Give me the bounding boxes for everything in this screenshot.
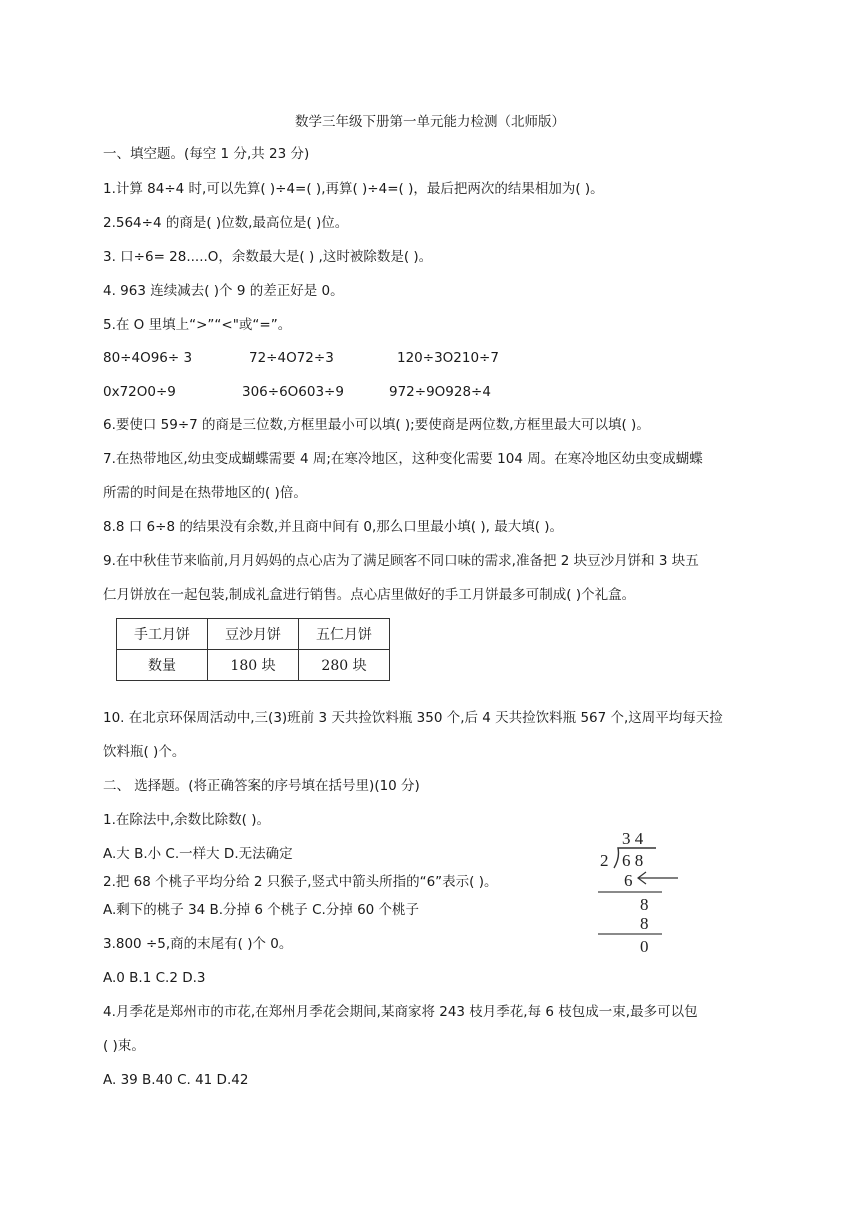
compare-item-4: 0x72O0÷9 (103, 384, 176, 400)
question-1-7-line-1: 7.在热带地区,幼虫变成蝴蝶需要 4 周;在寒冷地区，这种变化需要 104 周。在寒冷地区幼虫变成蝴蝶 (103, 451, 703, 467)
table-cell: 豆沙月饼 (208, 619, 299, 650)
table-cell: 180 块 (208, 650, 299, 681)
question-2-4-line-2: ( )束。 (103, 1038, 145, 1054)
step-1-product: 6 (624, 871, 633, 890)
question-1-5: 5.在 O 里填上“>”“<"或“=”。 (103, 317, 292, 333)
question-2-1-options: A.大 B.小 C.一样大 D.无法确定 (103, 846, 293, 862)
table-cell: 手工月饼 (117, 619, 208, 650)
dividend: 6 8 (622, 851, 644, 870)
question-1-4: 4. 963 连续减去( )个 9 的差正好是 0。 (103, 283, 344, 299)
compare-item-6: 972÷9O928÷4 (389, 384, 491, 400)
question-2-3: 3.800 ÷5,商的末尾有( )个 0。 (103, 936, 293, 952)
table-row (117, 650, 390, 681)
compare-item-3: 120÷3O210÷7 (397, 350, 499, 366)
question-1-1: 1.计算 84÷4 时,可以先算( )÷4=( ),再算( )÷4=( )，最后把两次的结果相加为( )。 (103, 181, 604, 197)
mooncake-table (116, 618, 390, 681)
compare-item-1: 80÷4O96÷ 3 (103, 350, 193, 366)
quotient: 3 4 (622, 829, 644, 848)
long-division-figure (590, 826, 690, 956)
question-2-2: 2.把 68 个桃子平均分给 2 只猴子,竖式中箭头所指的“6”表示( )。 (103, 874, 498, 890)
question-2-1: 1.在除法中,余数比除数( )。 (103, 812, 270, 828)
question-1-3: 3. 口÷6= 28.....O，余数最大是( ) ,这时被除数是( )。 (103, 249, 433, 265)
question-1-6: 6.要使口 59÷7 的商是三位数,方框里最小可以填( );要使商是两位数,方框里最大可以填( )。 (103, 417, 650, 433)
question-1-10-line-1: 10. 在北京环保周活动中,三(3)班前 3 天共捡饮料瓶 350 个,后 4 天共捡饮料瓶 567 个,这周平均每天捡 (103, 710, 723, 726)
divisor: 2 (600, 851, 609, 870)
question-2-4-options: A. 39 B.40 C. 41 D.42 (103, 1072, 249, 1088)
question-2-4-line-1: 4.月季花是郑州市的市花,在郑州月季花会期间,某商家将 243 枝月季花,每 6 枝包成一束,最多可以包 (103, 1004, 698, 1020)
table-cell: 五仁月饼 (299, 619, 390, 650)
table-cell: 数量 (117, 650, 208, 681)
question-1-9-line-1: 9.在中秋佳节来临前,月月妈妈的点心店为了满足顾客不同口味的需求,准备把 2 块豆沙月饼和 3 块五 (103, 553, 699, 569)
section-2-heading: 二、 选择题。(将正确答案的序号填在括号里)(10 分) (103, 778, 420, 794)
question-1-8: 8.8 口 6÷8 的结果没有余数,并且商中间有 0,那么口里最小填( ), 最大填( )。 (103, 519, 564, 535)
page-title: 数学三年级下册第一单元能力检测（北师版） (295, 114, 565, 130)
step-2-dividend: 8 (640, 895, 649, 914)
question-2-2-options: A.剩下的桃子 34 B.分掉 6 个桃子 C.分掉 60 个桃子 (103, 902, 420, 918)
table-header-row (117, 619, 390, 650)
step-2-product: 8 (640, 914, 649, 933)
table-cell: 280 块 (299, 650, 390, 681)
remainder: 0 (640, 937, 649, 956)
question-1-10-line-2: 饮料瓶( )个。 (103, 744, 186, 760)
question-1-9-line-2: 仁月饼放在一起包装,制成礼盒进行销售。点心店里做好的手工月饼最多可制成( )个礼盒。 (103, 587, 636, 603)
section-1-heading: 一、填空题。(每空 1 分,共 23 分) (103, 146, 310, 162)
compare-item-5: 306÷6O603÷9 (242, 384, 344, 400)
question-1-2: 2.564÷4 的商是( )位数,最高位是( )位。 (103, 215, 349, 231)
question-1-7-line-2: 所需的时间是在热带地区的( )倍。 (103, 485, 307, 501)
compare-item-2: 72÷4O72÷3 (249, 350, 334, 366)
question-2-3-options: A.0 B.1 C.2 D.3 (103, 970, 206, 986)
